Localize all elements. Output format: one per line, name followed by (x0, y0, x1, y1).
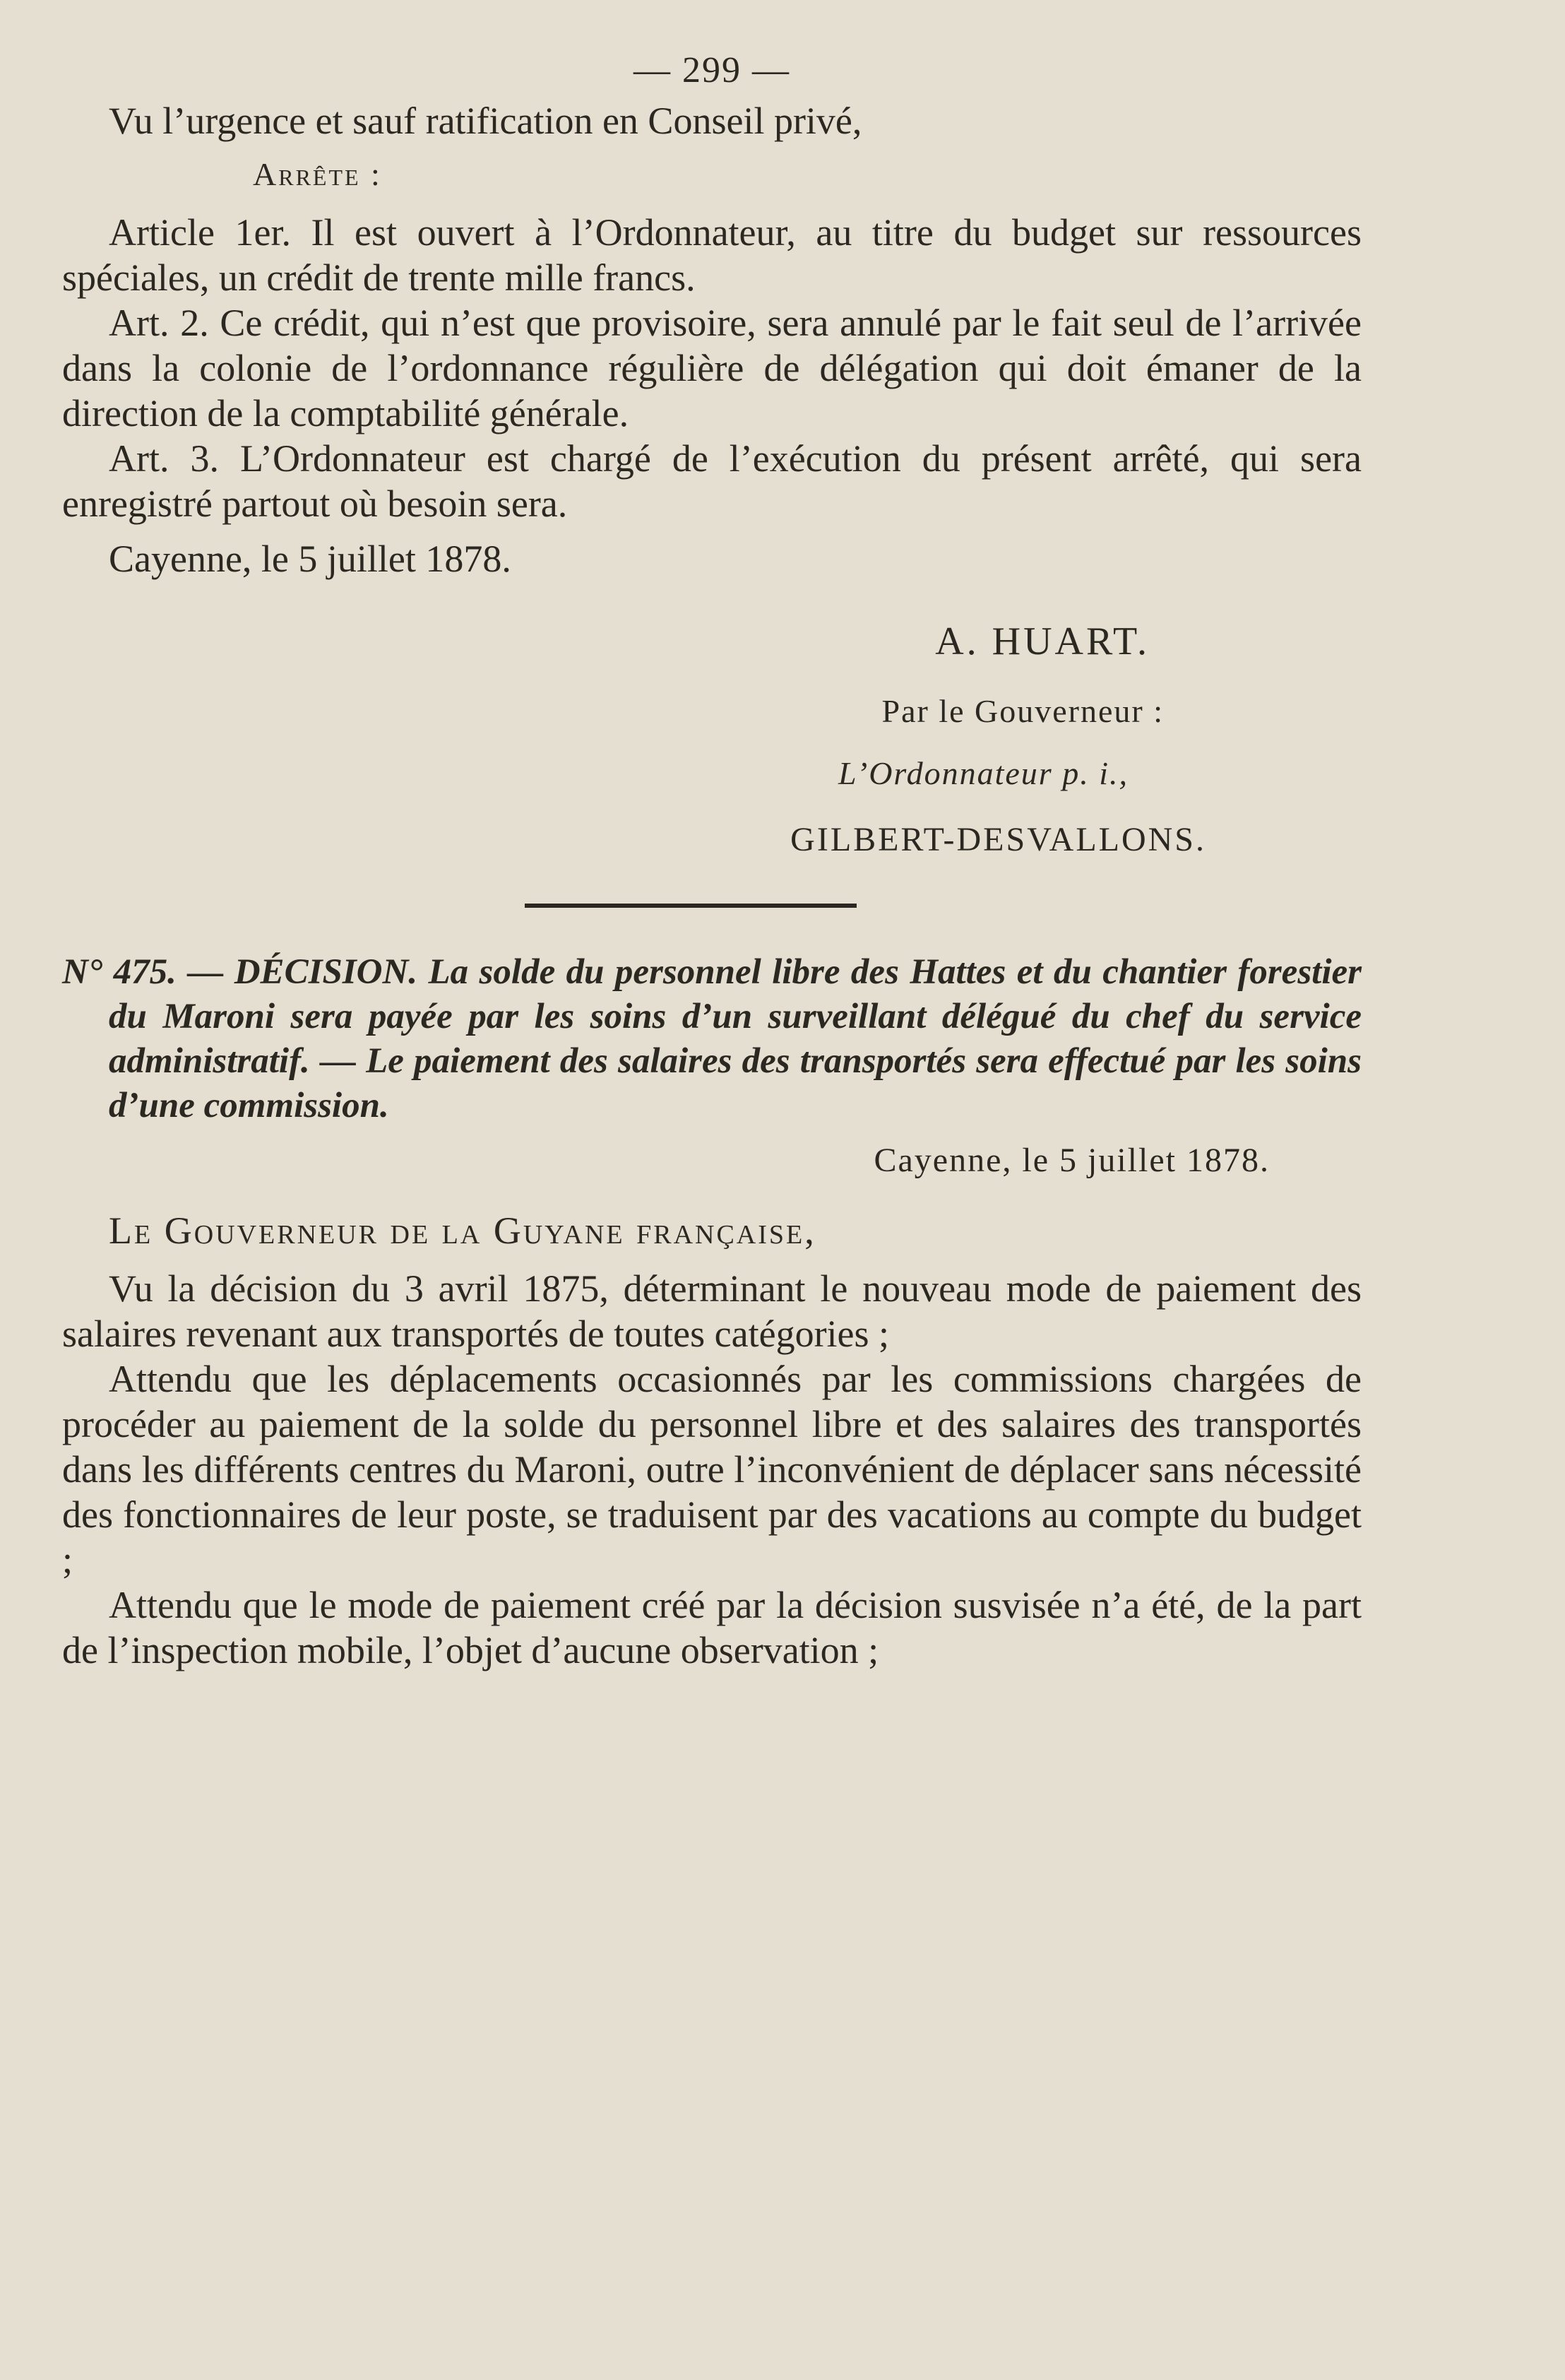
decision-place-date: Cayenne, le 5 juillet 1878. (874, 1142, 1270, 1179)
decision-paragraph-3: Attendu que le mode de paiement créé par la décision susvisée n’a été, de la part de l’inspection mobile, l’objet d’aucune observation ; (62, 1584, 1362, 1671)
arrete-preamble: Vu l’urgence et sauf ratification en Conseil privé, (109, 100, 862, 142)
decision-paragraph-1: Vu la décision du 3 avril 1875, déterminant le nouveau mode de paiement des salaires revenant aux transportés de toutes catégories ; (62, 1267, 1362, 1355)
signature-block (62, 603, 1362, 875)
signatory-name: A. HUART. (935, 620, 1150, 663)
arrete-heading: Arrête : (253, 156, 382, 192)
by-governor-line: Par le Gouverneur : (881, 693, 1164, 729)
decision-summary: N° 475. — DÉCISION. La solde du personnel libre des Hattes et du chantier forestier du Maroni sera payée par les soins d’un surveillant délégué du chef du service administratif. — Le paiement des salaires des transportés sera effectué par les soins d’une commission. (62, 952, 1362, 1125)
section-divider (525, 904, 857, 908)
page-number: — 299 — (633, 50, 790, 90)
article-3: Art. 3. L’Ordonnateur est chargé de l’exécution du présent arrêté, qui sera enregistré partout où besoin sera. (62, 437, 1362, 525)
ordonnateur-title: L’Ordonnateur p. i., (838, 755, 1129, 791)
arrete-place-date: Cayenne, le 5 juillet 1878. (109, 538, 511, 580)
document-page (62, 49, 1362, 1673)
countersignatory-name: GILBERT-DESVALLONS. (790, 821, 1206, 858)
governor-line: Le Gouverneur de la Guyane française, (109, 1209, 816, 1252)
article-2: Art. 2. Ce crédit, qui n’est que provisoire, sera annulé par le fait seul de l’arrivée dans la colonie de l’ordonnance régulière de délégation qui doit émaner de la direction de la comptabilité générale. (62, 302, 1362, 434)
decision-paragraph-2: Attendu que les déplacements occasionnés par les commissions chargées de procéder au paiement de la solde du personnel libre et des salaires des transportés dans les différents centres du Maroni, outre l’inconvénient de déplacer sans nécessité des fonctionnaires de leur poste, se traduisent par des vacations au compte du budget ; (62, 1358, 1362, 1581)
article-1: Article 1er. Il est ouvert à l’Ordonnateur, au titre du budget sur ressources spéciales, un crédit de trente mille francs. (62, 211, 1362, 299)
